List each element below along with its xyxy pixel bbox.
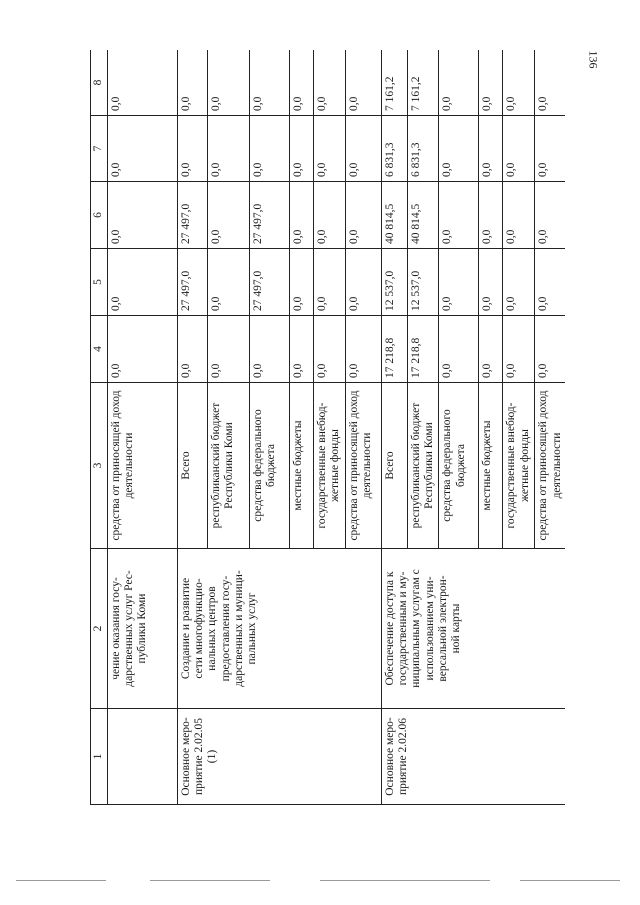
value-cell: 0,0 bbox=[503, 116, 535, 182]
value-cell: 0,0 bbox=[346, 249, 382, 316]
document-page bbox=[90, 50, 565, 805]
value-cell: 0,0 bbox=[108, 50, 178, 116]
funding-table bbox=[90, 50, 565, 805]
column-number: 1 bbox=[91, 709, 108, 805]
value-cell: 0,0 bbox=[503, 249, 535, 316]
funding-source-cell: средства федерального бюджета bbox=[439, 383, 479, 549]
value-cell: 27 497,0 bbox=[250, 249, 290, 316]
activity-code-cell: Основное меро- приятие 2.02.06 bbox=[382, 709, 566, 805]
value-cell: 0,0 bbox=[208, 249, 250, 316]
table-row bbox=[382, 50, 408, 805]
table-row bbox=[178, 50, 208, 805]
funding-source-cell: средства от приносящей доход деятельности bbox=[535, 383, 565, 549]
activity-name-cell: Обеспечение доступа к государственным и му- ниципальным услугам с использованием уни- версальной электрон- ной карты bbox=[382, 549, 566, 709]
value-cell: 17 218,8 bbox=[408, 316, 439, 383]
value-cell: 40 814,5 bbox=[408, 182, 439, 249]
value-cell: 0,0 bbox=[108, 116, 178, 182]
value-cell: 0,0 bbox=[178, 50, 208, 116]
value-cell: 0,0 bbox=[108, 316, 178, 383]
value-cell: 0,0 bbox=[439, 249, 479, 316]
funding-source-cell: средства от приносящей доход деятельности bbox=[108, 383, 178, 549]
value-cell: 0,0 bbox=[479, 316, 503, 383]
value-cell: 0,0 bbox=[346, 316, 382, 383]
value-cell: 0,0 bbox=[479, 182, 503, 249]
value-cell: 12 537,0 bbox=[382, 249, 408, 316]
rotated-table-frame bbox=[90, 50, 565, 805]
value-cell: 7 161,2 bbox=[408, 50, 439, 116]
value-cell: 0,0 bbox=[108, 182, 178, 249]
value-cell: 6 831,3 bbox=[382, 116, 408, 182]
value-cell: 0,0 bbox=[439, 116, 479, 182]
value-cell: 17 218,8 bbox=[382, 316, 408, 383]
value-cell: 0,0 bbox=[503, 316, 535, 383]
activity-code-cell: Основное меро- приятие 2.02.05 (1) bbox=[178, 709, 382, 805]
value-cell: 0,0 bbox=[535, 316, 565, 383]
value-cell: 0,0 bbox=[208, 316, 250, 383]
value-cell: 7 161,2 bbox=[382, 50, 408, 116]
value-cell: 27 497,0 bbox=[178, 182, 208, 249]
value-cell: 0,0 bbox=[346, 116, 382, 182]
bottom-scan-line bbox=[520, 880, 620, 881]
funding-source-cell: Всего bbox=[178, 383, 208, 549]
column-number-row bbox=[91, 50, 108, 805]
value-cell: 6 831,3 bbox=[408, 116, 439, 182]
value-cell: 0,0 bbox=[290, 316, 314, 383]
value-cell: 0,0 bbox=[208, 116, 250, 182]
column-number: 8 bbox=[91, 50, 108, 116]
value-cell: 0,0 bbox=[346, 182, 382, 249]
value-cell: 12 537,0 bbox=[408, 249, 439, 316]
funding-source-cell: республиканский бюджет Республики Коми bbox=[208, 383, 250, 549]
value-cell: 0,0 bbox=[346, 50, 382, 116]
value-cell: 0,0 bbox=[208, 182, 250, 249]
value-cell: 0,0 bbox=[439, 182, 479, 249]
column-number: 5 bbox=[91, 249, 108, 316]
funding-source-cell: местные бюджеты bbox=[290, 383, 314, 549]
bottom-scan-line bbox=[320, 880, 490, 881]
value-cell: 0,0 bbox=[479, 249, 503, 316]
column-number: 2 bbox=[91, 549, 108, 709]
value-cell: 0,0 bbox=[439, 316, 479, 383]
activity-name-cell: Создание и развитие сети многофункцио- нальных центров предоставления госу- дарственных и муници- пальных услуг bbox=[178, 549, 382, 709]
value-cell: 0,0 bbox=[250, 316, 290, 383]
value-cell: 0,0 bbox=[208, 50, 250, 116]
value-cell: 0,0 bbox=[108, 249, 178, 316]
value-cell: 0,0 bbox=[250, 50, 290, 116]
value-cell: 0,0 bbox=[479, 50, 503, 116]
value-cell: 0,0 bbox=[178, 116, 208, 182]
funding-source-cell: государственные внебюд-жетные фонды bbox=[503, 383, 535, 549]
value-cell: 0,0 bbox=[314, 316, 346, 383]
value-cell: 0,0 bbox=[439, 50, 479, 116]
value-cell: 27 497,0 bbox=[178, 249, 208, 316]
table-row bbox=[108, 50, 178, 805]
value-cell: 0,0 bbox=[479, 116, 503, 182]
column-number: 4 bbox=[91, 316, 108, 383]
column-number: 7 bbox=[91, 116, 108, 182]
funding-source-cell: средства федерального бюджета bbox=[250, 383, 290, 549]
funding-source-cell: государственные внебюд-жетные фонды bbox=[314, 383, 346, 549]
value-cell: 0,0 bbox=[535, 116, 565, 182]
value-cell: 0,0 bbox=[503, 50, 535, 116]
value-cell: 0,0 bbox=[290, 249, 314, 316]
value-cell: 0,0 bbox=[250, 116, 290, 182]
value-cell: 0,0 bbox=[290, 182, 314, 249]
bottom-scan-line bbox=[16, 880, 106, 881]
value-cell: 0,0 bbox=[503, 182, 535, 249]
activity-code-cell bbox=[108, 709, 178, 805]
value-cell: 0,0 bbox=[314, 50, 346, 116]
activity-name-cell: чение оказания госу- дарственных услуг Рес- публики Коми bbox=[108, 549, 178, 709]
funding-source-cell: средства от приносящей доход деятельности bbox=[346, 383, 382, 549]
value-cell: 0,0 bbox=[535, 182, 565, 249]
value-cell: 40 814,5 bbox=[382, 182, 408, 249]
value-cell: 0,0 bbox=[290, 50, 314, 116]
value-cell: 0,0 bbox=[535, 249, 565, 316]
column-number: 3 bbox=[91, 383, 108, 549]
value-cell: 0,0 bbox=[290, 116, 314, 182]
column-number: 6 bbox=[91, 182, 108, 249]
value-cell: 0,0 bbox=[178, 316, 208, 383]
funding-source-cell: Всего bbox=[382, 383, 408, 549]
value-cell: 27 497,0 bbox=[250, 182, 290, 249]
value-cell: 0,0 bbox=[314, 182, 346, 249]
value-cell: 0,0 bbox=[314, 249, 346, 316]
funding-source-cell: местные бюджеты bbox=[479, 383, 503, 549]
page-number: 136 bbox=[586, 50, 601, 69]
value-cell: 0,0 bbox=[314, 116, 346, 182]
funding-source-cell: республиканский бюджет Республики Коми bbox=[408, 383, 439, 549]
value-cell: 0,0 bbox=[535, 50, 565, 116]
bottom-scan-line bbox=[150, 880, 270, 881]
